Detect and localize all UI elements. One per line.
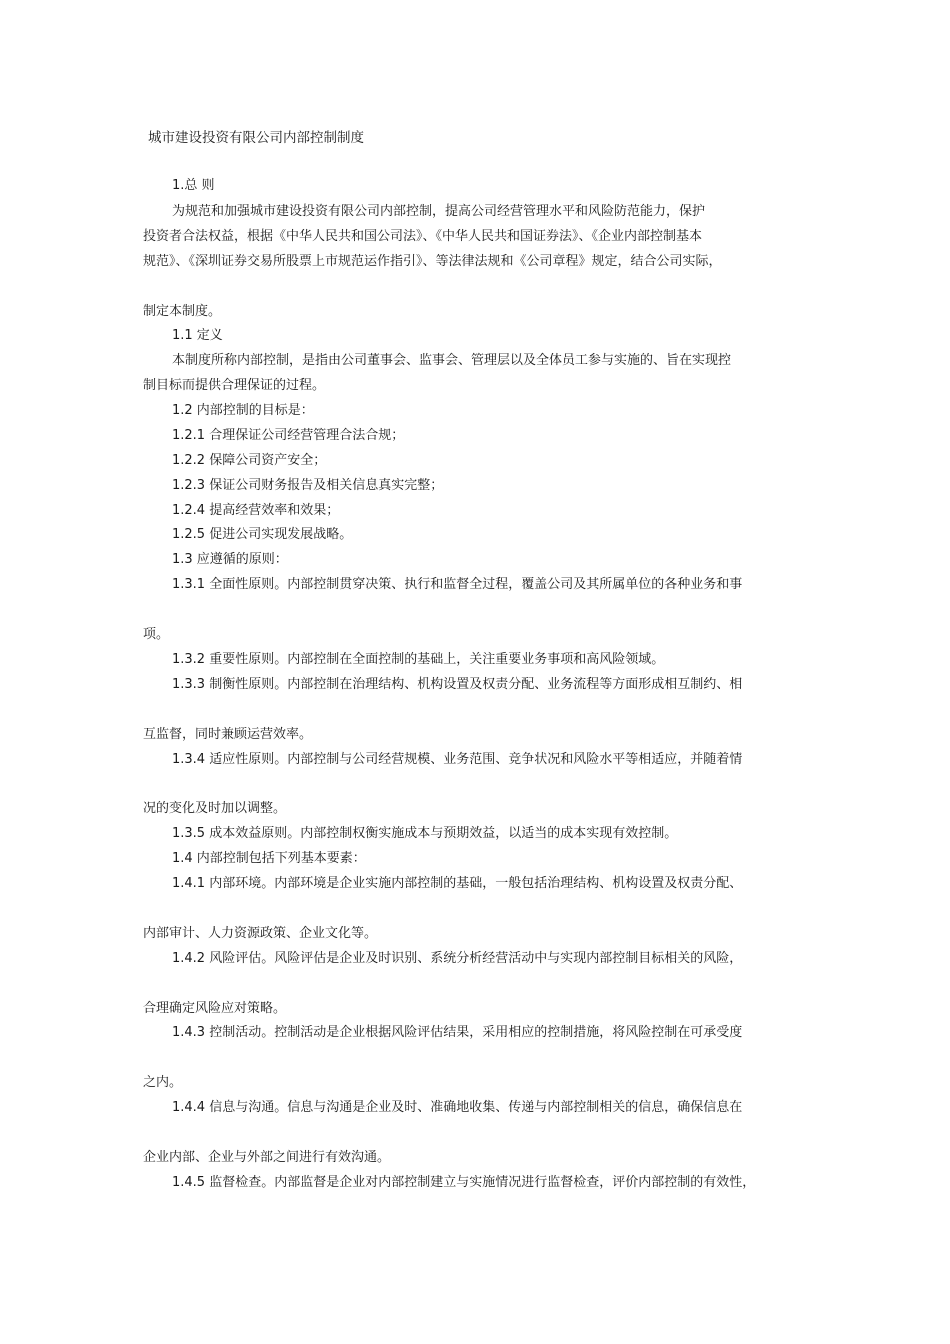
section-heading: 1.3 应遵循的原则： bbox=[172, 552, 288, 567]
list-item: 1.3.4 适应性原则。内部控制与公司经营规模、业务范围、竞争状况和风险水平等相适应，并随着情 bbox=[172, 752, 743, 767]
list-item: 1.3.2 重要性原则。内部控制在全面控制的基础上，关注重要业务事项和高风险领域。 bbox=[172, 652, 665, 667]
section-heading: 1.总 则 bbox=[172, 178, 215, 193]
text-line: 投资者合法权益，根据《中华人民共和国公司法》、《中华人民共和国证券法》、《企业内部控制基本 bbox=[143, 229, 703, 244]
list-item: 1.2.3 保证公司财务报告及相关信息真实完整； bbox=[172, 478, 444, 493]
section-heading: 1.4 内部控制包括下列基本要素： bbox=[172, 851, 366, 866]
text-line: 项。 bbox=[143, 627, 170, 642]
text-line: 况的变化及时加以调整。 bbox=[143, 801, 287, 816]
text-line: 企业内部、企业与外部之间进行有效沟通。 bbox=[143, 1150, 391, 1165]
list-item: 1.2.2 保障公司资产安全； bbox=[172, 453, 327, 468]
section-heading: 1.1 定义 bbox=[172, 328, 223, 343]
list-item: 1.4.4 信息与沟通。信息与沟通是企业及时、准确地收集、传递与内部控制相关的信息，确保信息在 bbox=[172, 1100, 743, 1115]
text-line: 为规范和加强城市建设投资有限公司内部控制，提高公司经营管理水平和风险防范能力，保护 bbox=[172, 204, 706, 219]
list-item: 1.2.1 合理保证公司经营管理合法合规； bbox=[172, 428, 405, 443]
text-line: 内部审计、人力资源政策、企业文化等。 bbox=[143, 926, 378, 941]
list-item: 1.4.3 控制活动。控制活动是企业根据风险评估结果，采用相应的控制措施，将风险控制在可承受度 bbox=[172, 1025, 743, 1040]
section-heading: 1.2 内部控制的目标是： bbox=[172, 403, 314, 418]
list-item: 1.4.1 内部环境。内部环境是企业实施内部控制的基础，一般包括治理结构、机构设置及权责分配、 bbox=[172, 876, 743, 891]
text-line: 制目标而提供合理保证的过程。 bbox=[143, 378, 326, 393]
list-item: 1.3.3 制衡性原则。内部控制在治理结构、机构设置及权责分配、业务流程等方面形成相互制约、相 bbox=[172, 677, 743, 692]
list-item: 1.3.5 成本效益原则。内部控制权衡实施成本与预期效益，以适当的成本实现有效控制。 bbox=[172, 826, 678, 841]
list-item: 1.2.5 促进公司实现发展战略。 bbox=[172, 527, 353, 542]
text-line: 制定本制度。 bbox=[143, 304, 222, 319]
list-item: 1.2.4 提高经营效率和效果； bbox=[172, 503, 340, 518]
text-line: 规范》、《深圳证券交易所股票上市规范运作指引》、等法律法规和《公司章程》规定，结合公司实际， bbox=[143, 254, 722, 269]
text-line: 本制度所称内部控制，是指由公司董事会、监事会、管理层以及全体员工参与实施的、旨在实现控 bbox=[172, 353, 732, 368]
text-line: 互监督，同时兼顾运营效率。 bbox=[143, 727, 313, 742]
list-item: 1.4.2 风险评估。风险评估是企业及时识别、系统分析经营活动中与实现内部控制目标相关的风险， bbox=[172, 951, 743, 966]
text-line: 合理确定风险应对策略。 bbox=[143, 1001, 287, 1016]
text-line: 之内。 bbox=[143, 1075, 183, 1090]
document-title: 城市建设投资有限公司内部控制制度 bbox=[148, 130, 364, 146]
list-item: 1.4.5 监督检查。内部监督是企业对内部控制建立与实施情况进行监督检查，评价内部控制的有效性， bbox=[172, 1175, 756, 1190]
list-item: 1.3.1 全面性原则。内部控制贯穿决策、执行和监督全过程，覆盖公司及其所属单位的各种业务和事 bbox=[172, 577, 743, 592]
